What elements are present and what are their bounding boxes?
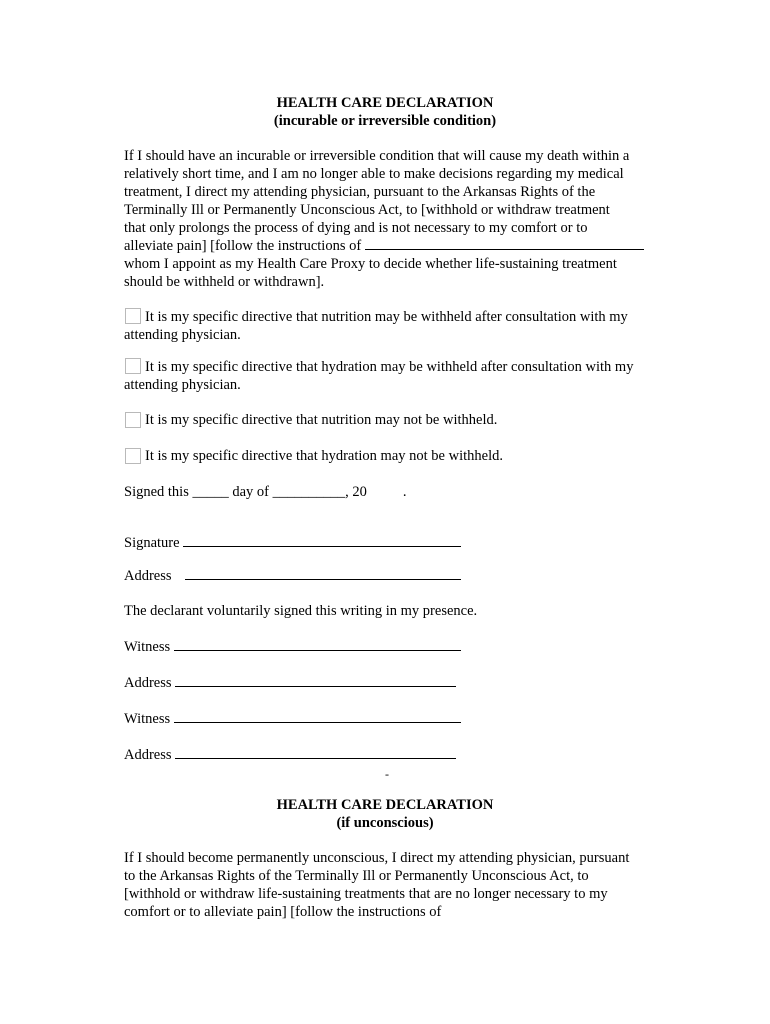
signature-row xyxy=(124,534,461,552)
address-field[interactable] xyxy=(185,567,461,580)
option-hydration-not-withheld: It is my specific directive that hydration may not be withheld. xyxy=(145,448,503,464)
witness1-label: Witness xyxy=(124,639,171,655)
section-separator: - xyxy=(385,767,389,781)
paragraph-line: relatively short time, and I am no longer able to make decisions regarding my medical xyxy=(124,166,624,182)
address2-row xyxy=(124,674,456,692)
address3-row xyxy=(124,746,456,764)
address-label: Address xyxy=(124,568,172,584)
option-nutrition-withheld: It is my specific directive that nutrition may be withheld after consultation with my attending physician. xyxy=(124,309,628,343)
paragraph-line: comfort or to alleviate pain] [follow the instructions of xyxy=(124,904,442,920)
paragraph-line: Terminally Ill or Permanently Unconscious Act, to [withhold or withdraw treatment xyxy=(124,202,610,218)
paragraph-line: should be withheld or withdrawn]. xyxy=(124,274,325,290)
address3-label: Address xyxy=(124,747,172,763)
paragraph-line: If I should become permanently unconscious, I direct my attending physician, pursuant xyxy=(124,850,630,866)
option-nutrition-not-withheld: It is my specific directive that nutrition may not be withheld. xyxy=(145,412,498,428)
signed-date-text: Signed this _____ day of __________, 20 xyxy=(124,484,367,500)
proxy-name-field[interactable] xyxy=(365,237,644,250)
signed-date-line xyxy=(124,483,407,501)
witness2-label: Witness xyxy=(124,711,171,727)
witness2-row xyxy=(124,710,461,728)
address-row xyxy=(124,567,461,585)
paragraph-line: treatment, I direct my attending physician, pursuant to the Arkansas Rights of the xyxy=(124,184,596,200)
proxy-instructions-text: alleviate pain] [follow the instructions of xyxy=(124,238,362,254)
declarant-statement: The declarant voluntarily signed this writing in my presence. xyxy=(124,603,478,619)
section1-title: HEALTH CARE DECLARATION xyxy=(276,95,494,111)
paragraph-line xyxy=(124,237,664,255)
signed-date-period: . xyxy=(402,484,407,500)
section1-subtitle: (incurable or irreversible condition) xyxy=(273,113,497,129)
paragraph-line: that only prolongs the process of dying and is not necessary to my comfort or to xyxy=(124,220,588,236)
paragraph-line: [withhold or withdraw life-sustaining treatments that are no longer necessary to my xyxy=(124,886,608,902)
option-hydration-withheld: It is my specific directive that hydration may be withheld after consultation with my attending physician. xyxy=(124,359,634,393)
paragraph-line: to the Arkansas Rights of the Terminally Ill or Permanently Unconscious Act, to xyxy=(124,868,589,884)
witness1-row xyxy=(124,638,461,656)
witness1-field[interactable] xyxy=(174,638,461,651)
section2-paragraph xyxy=(124,849,664,921)
section2-title: HEALTH CARE DECLARATION xyxy=(276,797,494,813)
signature-label: Signature xyxy=(124,535,180,551)
address2-label: Address xyxy=(124,675,172,691)
section2-subtitle: (if unconscious) xyxy=(336,815,434,831)
section1-paragraph xyxy=(124,147,664,291)
address2-field[interactable] xyxy=(175,674,456,687)
paragraph-line: If I should have an incurable or irreversible condition that will cause my death within a xyxy=(124,148,630,164)
address3-field[interactable] xyxy=(175,746,456,759)
witness2-field[interactable] xyxy=(174,710,461,723)
signature-field[interactable] xyxy=(183,534,461,547)
paragraph-line: whom I appoint as my Health Care Proxy to decide whether life-sustaining treatment xyxy=(124,256,617,272)
